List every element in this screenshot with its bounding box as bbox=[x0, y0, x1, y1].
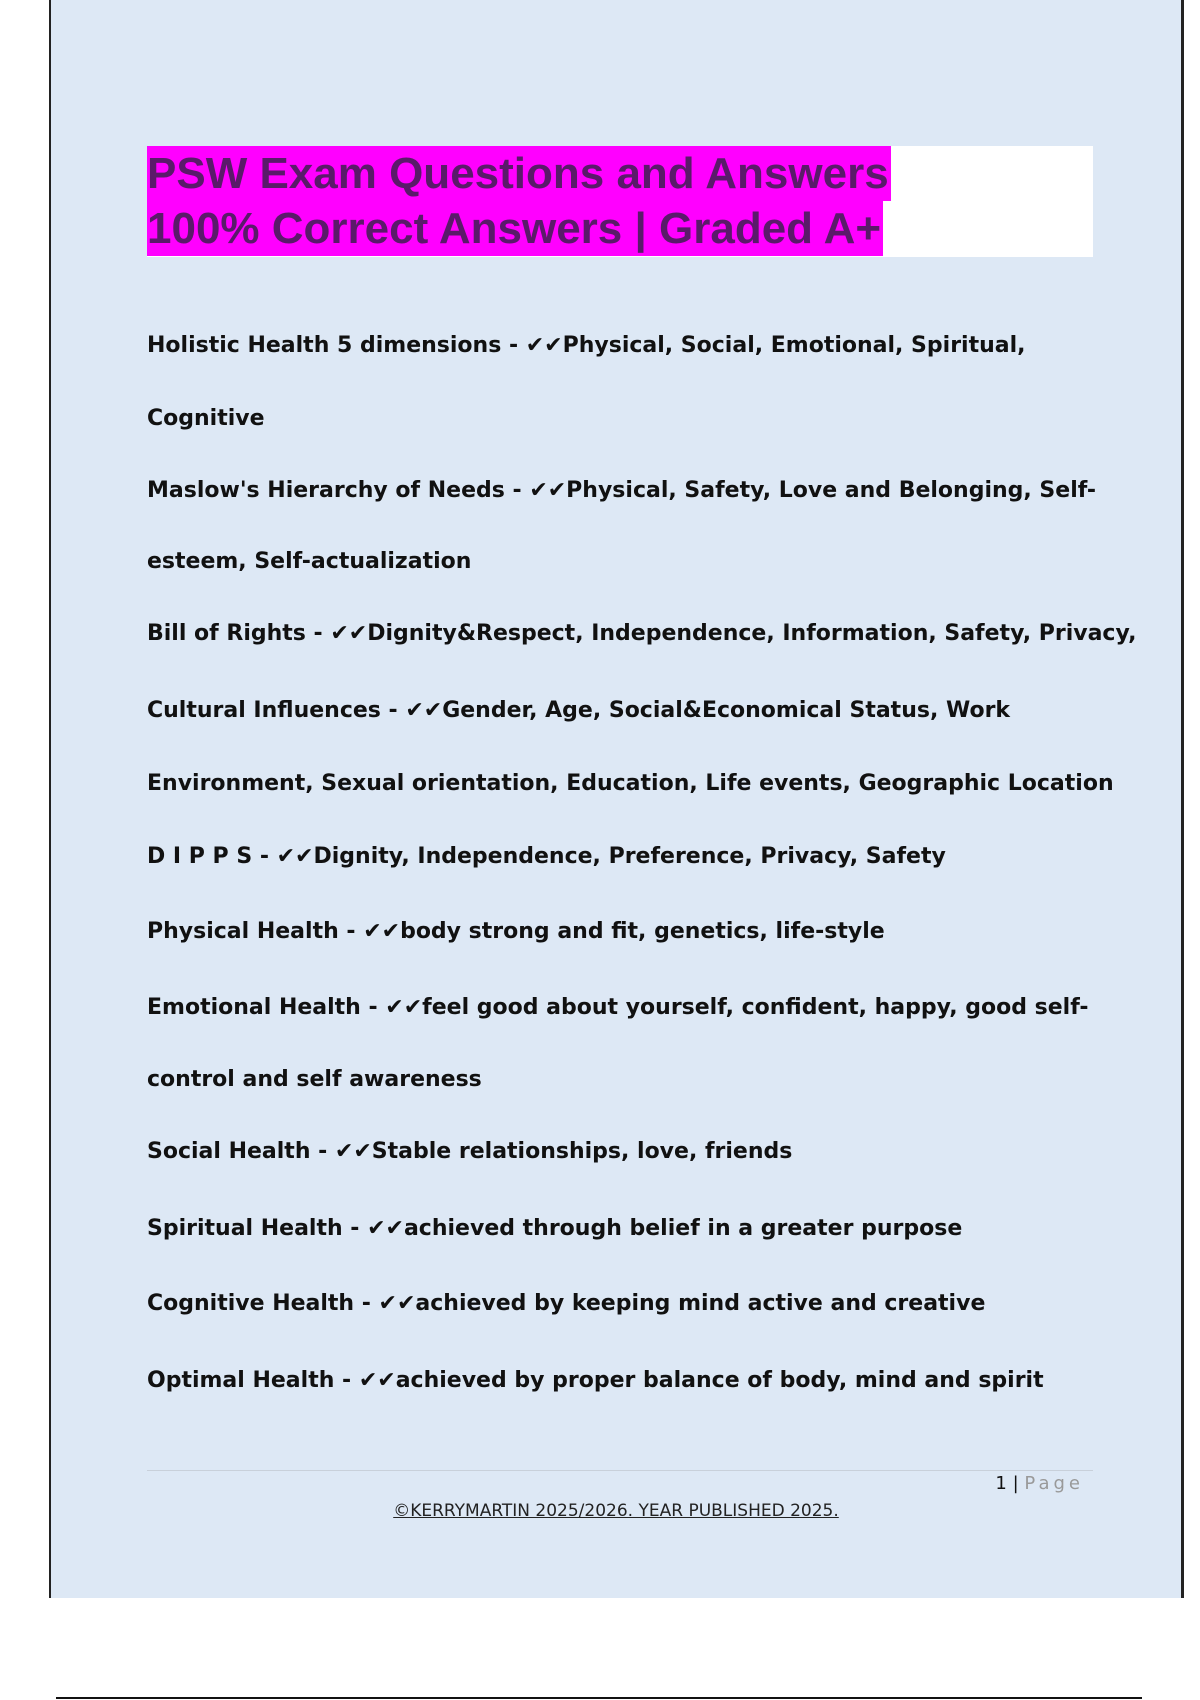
page-word: Page bbox=[1024, 1473, 1084, 1494]
bottom-divider bbox=[56, 1697, 1142, 1699]
qa-line: Optimal Health - ✔✔achieved by proper balance of body, mind and spirit bbox=[147, 1368, 1044, 1393]
qa-line: esteem, Self-actualization bbox=[147, 549, 472, 574]
page-number bbox=[995, 1473, 1084, 1494]
qa-line: Cognitive bbox=[147, 406, 265, 431]
qa-line: Social Health - ✔✔Stable relationships, love, friends bbox=[147, 1139, 793, 1164]
qa-line: Cultural Influences - ✔✔Gender, Age, Social&Economical Status, Work bbox=[147, 698, 1011, 723]
title-line-2: 100% Correct Answers | Graded A+ bbox=[147, 201, 883, 256]
footer-divider bbox=[147, 1470, 1093, 1471]
qa-line: Bill of Rights - ✔✔Dignity&Respect, Independence, Information, Safety, Privacy, bbox=[147, 621, 1137, 646]
qa-line: Spiritual Health - ✔✔achieved through belief in a greater purpose bbox=[147, 1216, 963, 1241]
title-block bbox=[147, 146, 1093, 257]
qa-line: Environment, Sexual orientation, Education, Life events, Geographic Location bbox=[147, 771, 1114, 796]
qa-line: Holistic Health 5 dimensions - ✔✔Physical, Social, Emotional, Spiritual, bbox=[147, 333, 1026, 358]
page-number-separator: | bbox=[1012, 1473, 1019, 1494]
qa-line: D I P P S - ✔✔Dignity, Independence, Preference, Privacy, Safety bbox=[147, 844, 946, 869]
qa-line: control and self awareness bbox=[147, 1067, 482, 1092]
title-line-1: PSW Exam Questions and Answers bbox=[147, 146, 891, 201]
qa-line: Physical Health - ✔✔body strong and fit, genetics, life-style bbox=[147, 919, 885, 944]
qa-line: Cognitive Health - ✔✔achieved by keeping mind active and creative bbox=[147, 1291, 986, 1316]
qa-line: Emotional Health - ✔✔feel good about yourself, confident, happy, good self- bbox=[147, 995, 1089, 1020]
page-number-value: 1 bbox=[995, 1473, 1007, 1494]
qa-line: Maslow's Hierarchy of Needs - ✔✔Physical, Safety, Love and Belonging, Self- bbox=[147, 478, 1097, 503]
copyright-notice: ©KERRYMARTIN 2025/2026. YEAR PUBLISHED 2025. bbox=[393, 1501, 839, 1521]
document-page bbox=[49, 0, 1184, 1598]
